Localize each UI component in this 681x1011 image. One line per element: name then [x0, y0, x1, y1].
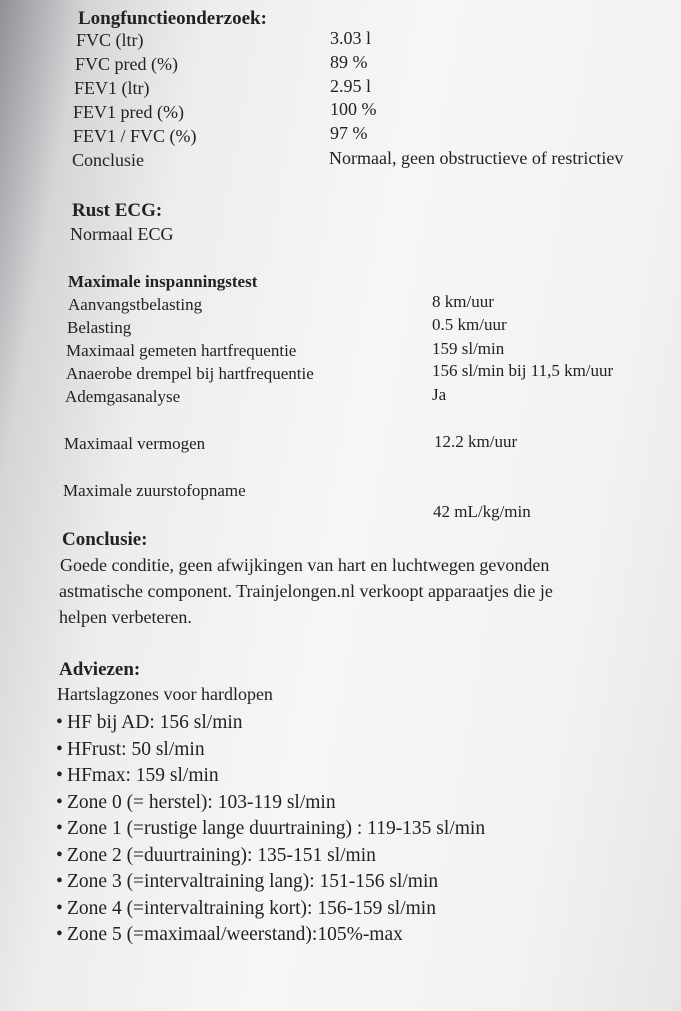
lung-row-label: Conclusie [72, 150, 144, 170]
bullet-icon: • [56, 765, 63, 786]
vo2max-value: 42 mL/kg/min [433, 502, 531, 521]
list-item: • Zone 4 (=intervaltraining kort): 156-159 sl/min [56, 896, 485, 923]
list-item: • Zone 0 (= herstel): 103-119 sl/min [56, 790, 485, 817]
lung-row-label: FVC pred (%) [75, 54, 178, 74]
exercise-row-label: Aanvangstbelasting [68, 295, 203, 314]
lung-row-value: 100 % [330, 99, 377, 119]
bullet-icon: • [56, 738, 63, 760]
conclusion-title: Conclusie: [62, 529, 148, 550]
max-power-label: Maximaal vermogen [64, 434, 206, 453]
exercise-row-value: 156 sl/min bij 11,5 km/uur [432, 361, 614, 380]
lung-row-value: 3.03 l [330, 28, 372, 48]
lung-section-title: Longfunctieonderzoek: [78, 8, 267, 29]
lung-row-value: 89 % [330, 52, 368, 72]
conclusion-line: Goede conditie, geen afwijkingen van hart en luchtwegen gevonden [60, 555, 550, 575]
exercise-row-value: 0.5 km/uur [432, 315, 507, 334]
list-item: • HF bij AD: 156 sl/min [56, 710, 485, 737]
lung-row-value: 2.95 l [330, 76, 372, 96]
list-item: • Zone 5 (=maximaal/weerstand):105%-max [56, 922, 485, 949]
lung-conclusion-value: Normaal, geen obstructieve of restrictiev [329, 148, 624, 168]
bullet-icon: • [56, 924, 63, 945]
list-item: • Zone 2 (=duurtraining): 135-151 sl/min [56, 843, 485, 870]
heart-rate-zone-list [56, 710, 485, 949]
conclusion-line: helpen verbeteren. [59, 607, 192, 627]
advice-title: Adviezen: [59, 659, 141, 680]
bullet-icon: • [56, 844, 63, 866]
list-item: • Zone 3 (=intervaltraining lang): 151-156 sl/min [56, 869, 485, 896]
bullet-icon: • [56, 791, 63, 813]
lung-row-label: FEV1 pred (%) [73, 102, 184, 122]
exercise-row-label: Ademgasanalyse [65, 387, 181, 406]
lung-row-value: 97 % [330, 123, 368, 143]
bullet-icon: • [56, 712, 63, 733]
ecg-section-title: Rust ECG: [72, 200, 163, 221]
lung-row-label: FEV1 (ltr) [74, 78, 150, 98]
list-item: • Zone 1 (=rustige lange duurtraining) : 119-135 sl/min [56, 816, 485, 843]
lung-row-label: FEV1 / FVC (%) [73, 126, 197, 146]
exercise-row-value: Ja [432, 385, 447, 404]
exercise-row-label: Maximaal gemeten hartfrequentie [66, 341, 297, 360]
exercise-section-title: Maximale inspanningstest [68, 272, 258, 291]
advice-subtitle: Hartslagzones voor hardlopen [57, 684, 273, 704]
bullet-icon: • [56, 897, 63, 919]
conclusion-line: astmatische component. Trainjelongen.nl verkoopt apparaatjes die je [59, 581, 553, 601]
vo2max-label: Maximale zuurstofopname [63, 481, 246, 500]
exercise-row-value: 159 sl/min [432, 339, 505, 358]
exercise-row-value: 8 km/uur [432, 292, 494, 311]
list-item: • HFrust: 50 sl/min [56, 737, 485, 764]
exercise-row-label: Belasting [67, 318, 132, 337]
lung-row-label: FVC (ltr) [76, 30, 144, 50]
bullet-icon: • [56, 871, 63, 892]
ecg-result: Normaal ECG [70, 224, 174, 244]
max-power-value: 12.2 km/uur [434, 432, 518, 451]
exercise-row-label: Anaerobe drempel bij hartfrequentie [66, 364, 314, 383]
list-item: • HFmax: 159 sl/min [56, 763, 485, 790]
bullet-icon: • [56, 818, 63, 839]
